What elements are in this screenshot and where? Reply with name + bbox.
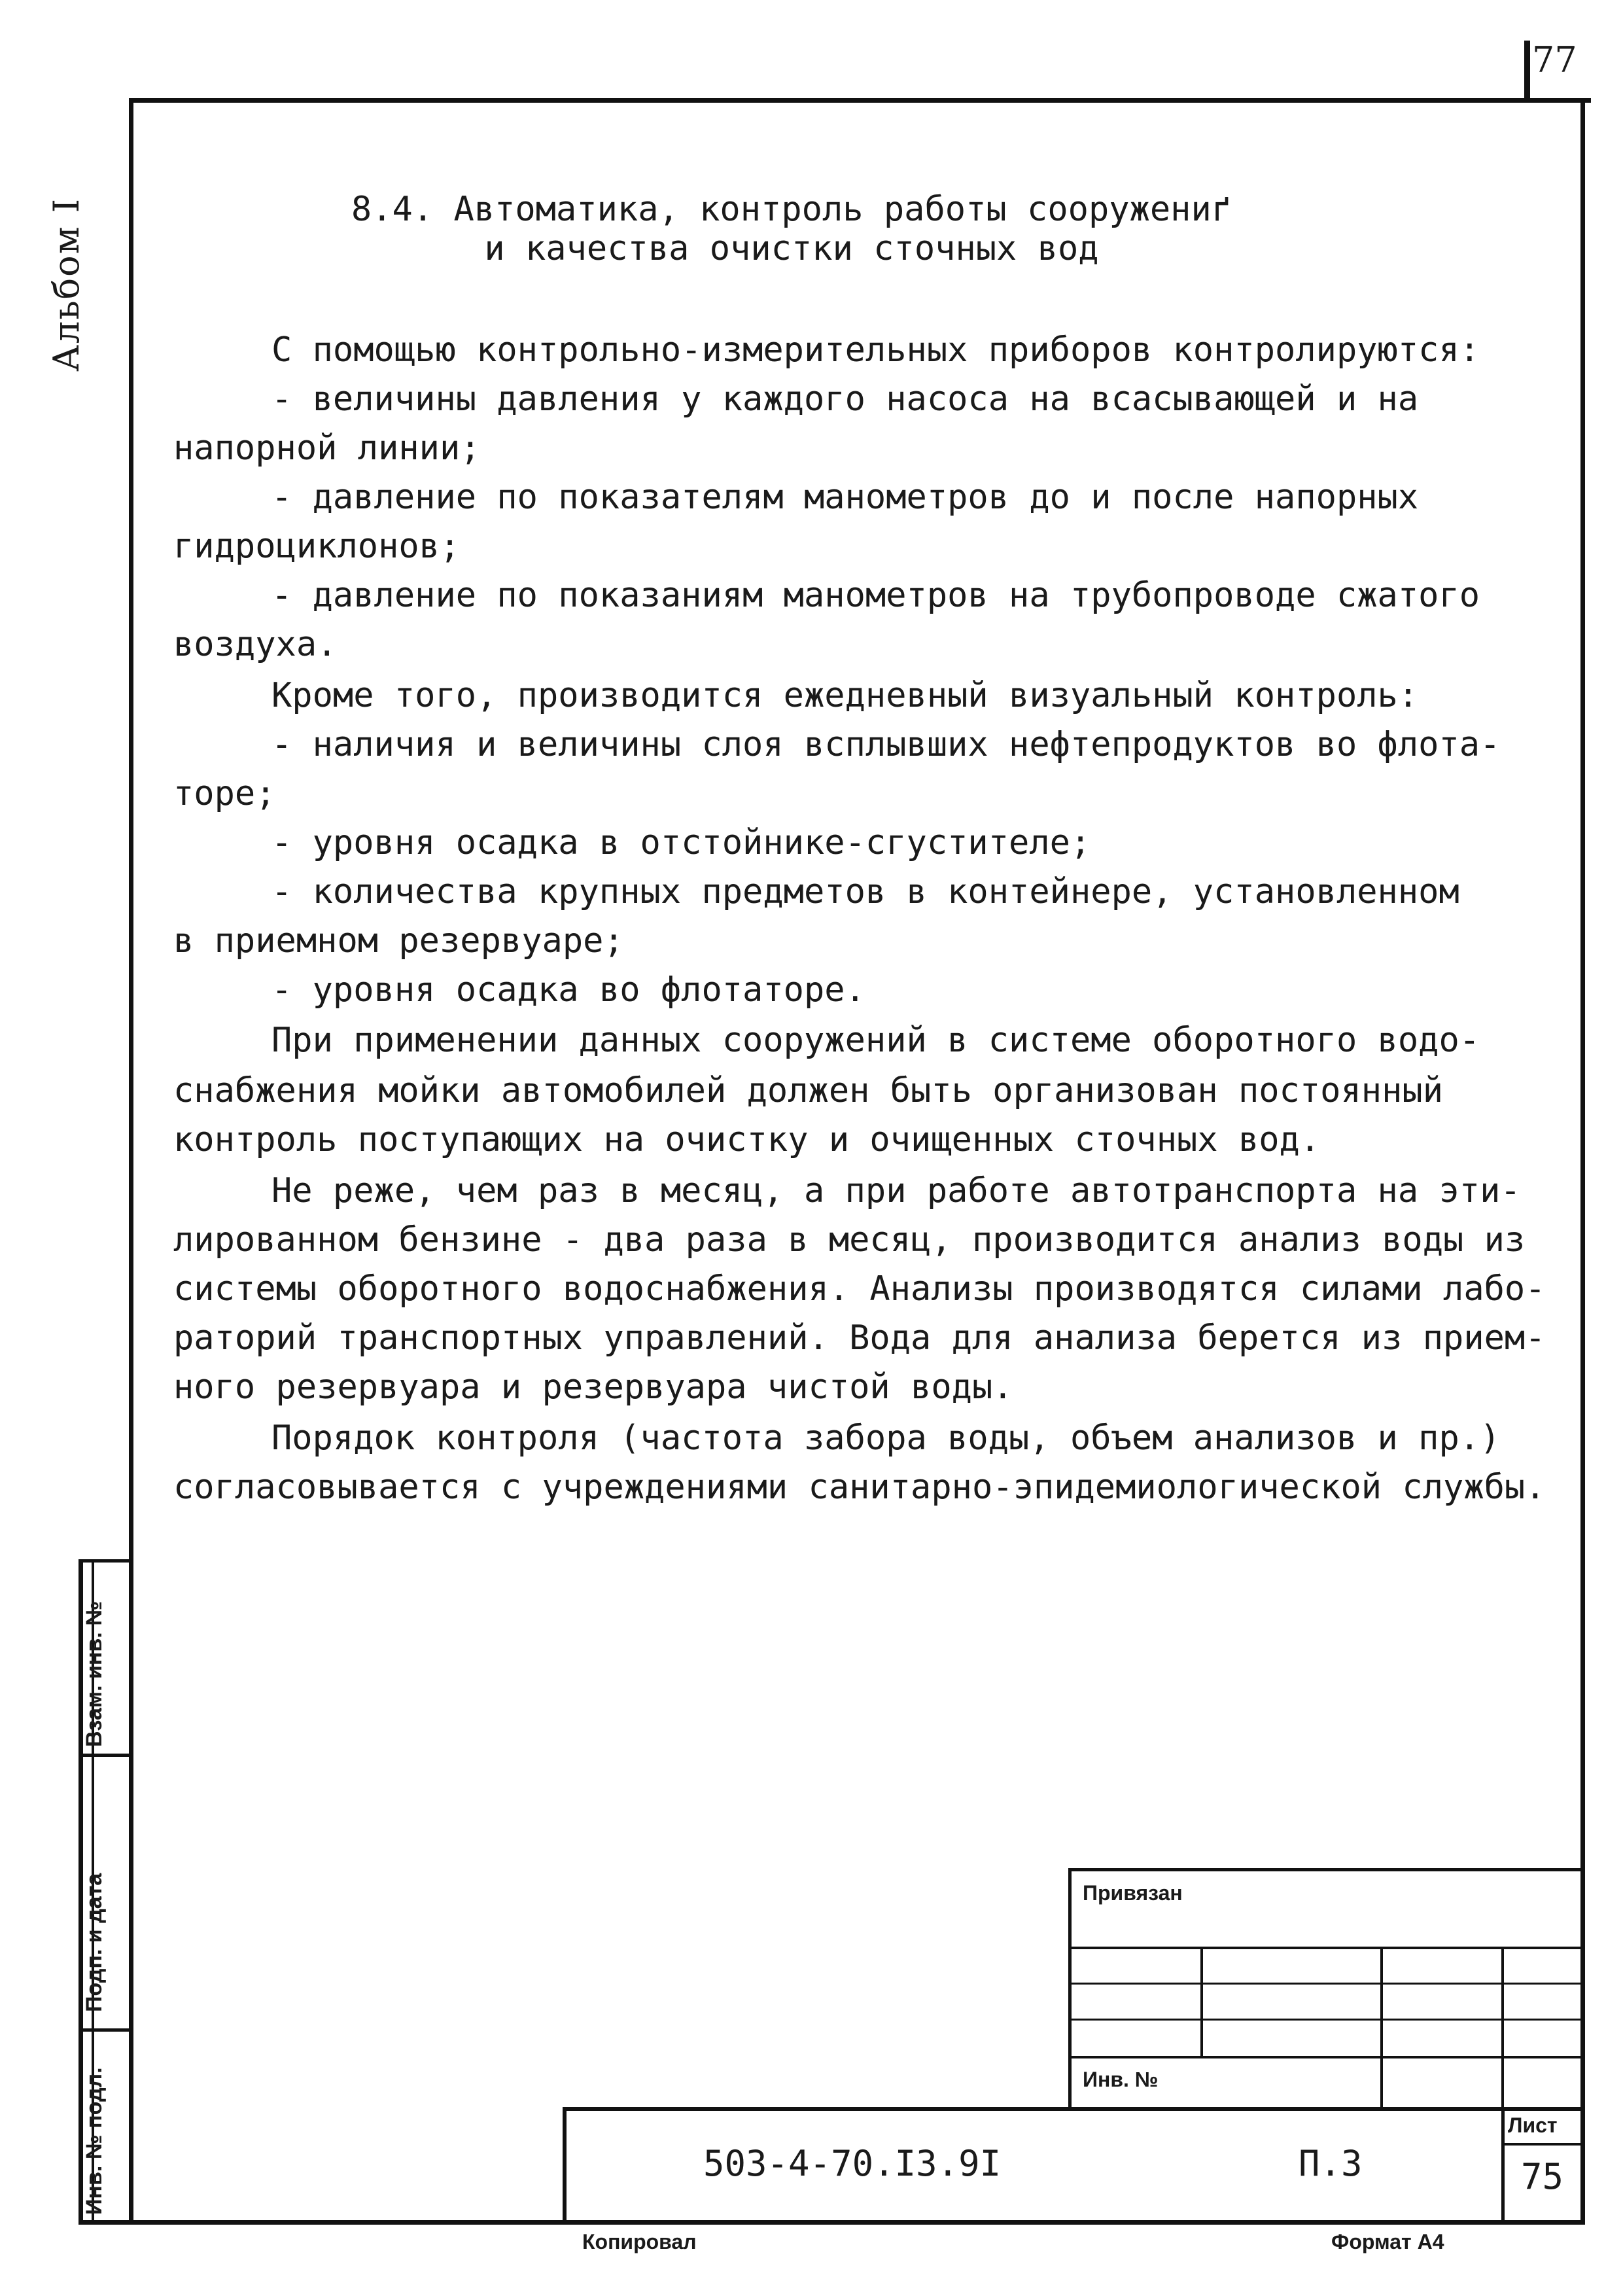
stamp-podp-data: Подп. и дата (82, 1873, 107, 2012)
tb-outer-left (1068, 1868, 1072, 2110)
body-line: - величины давления у каждого насоса на всасывающей и на (271, 380, 1419, 419)
tb-row-line (1068, 1983, 1585, 1985)
tb-main-top (563, 2107, 1585, 2111)
body-line: Не реже, чем раз в месяц, а при работе автотранспорта на эти- (271, 1171, 1521, 1210)
document-code: 503-4-70.I3.9I (703, 2143, 1002, 2184)
body-line: ного резервуара и резервуара чистой воды. (173, 1368, 1013, 1407)
page-number-bar (1524, 41, 1530, 103)
sheet-number: 75 (1521, 2156, 1564, 2197)
body-line: напорной линии; (173, 429, 481, 468)
heading-line-1: 8.4. Автоматика, контроль работы сооружениґ (351, 190, 1232, 229)
frame-top (129, 98, 1591, 103)
format-label: Формат А4 (1331, 2230, 1444, 2253)
tb-col-line (1200, 1947, 1203, 2056)
stamp-inv-podl: Инв. № подл. (82, 2067, 107, 2215)
body-line: - давление по показателям манометров до и после напорных (271, 478, 1419, 517)
tb-main-left (563, 2107, 567, 2225)
body-line: раторий транспортных управлений. Вода для анализа берется из прием- (173, 1318, 1546, 1358)
body-line: - уровня осадка в отстойнике-сгустителе; (271, 823, 1091, 862)
stamp-vzam-inv: Взам. инв. № (82, 1600, 107, 1747)
tb-sheet-divider (1501, 2143, 1585, 2146)
section-code: П.3 (1299, 2143, 1363, 2184)
body-line: системы оборотного водоснабжения. Анализы производятся силами лабо- (173, 1269, 1546, 1309)
body-line: торе; (173, 774, 276, 813)
tb-col-line (1501, 1947, 1504, 2110)
body-line: согласовывается с учреждениями санитарно-эпидемиологической службы. (173, 1468, 1546, 1507)
heading-line-2: и качества очистки сточных вод (484, 229, 1099, 268)
body-line: контроль поступающих на очистку и очищенных сточных вод. (173, 1120, 1321, 1159)
body-line: - количества крупных предметов в контейнере, установленном (271, 872, 1459, 911)
body-line: Кроме того, производится ежедневный визуальный контроль: (271, 676, 1419, 715)
kopiroval-label: Копировал (582, 2230, 697, 2253)
frame-left (129, 98, 133, 2225)
body-line: воздуха. (173, 625, 338, 664)
body-line: гидроциклонов; (173, 527, 461, 566)
body-line: - наличия и величины слоя всплывших нефтепродуктов во флота- (271, 725, 1501, 764)
page-number: 77 (1532, 39, 1577, 80)
album-label: Альбом I (46, 197, 87, 372)
tb-row-line (1068, 1947, 1585, 1949)
inv-no-label: Инв. № (1083, 2068, 1159, 2091)
body-line: С помощью контрольно-измерительных приборов контролируются: (271, 330, 1480, 370)
tb-row-line (1068, 2056, 1585, 2058)
side-stamp-divider (79, 2028, 133, 2032)
frame-bottom (79, 2220, 1585, 2225)
body-line: - уровня осадка во флотаторе. (271, 970, 865, 1010)
tb-sheet-left (1501, 2107, 1505, 2225)
body-line: в приемном резервуаре; (173, 921, 624, 961)
section-heading (137, 190, 1446, 268)
body-line: - давление по показаниям манометров на трубопроводе сжатого (271, 576, 1480, 615)
body-line: лированном бензине - два раза в месяц, производится анализ воды из (173, 1220, 1526, 1260)
side-stamp-divider (79, 1754, 133, 1757)
body-line: Порядок контроля (частота забора воды, объем анализов и пр.) (271, 1419, 1501, 1458)
tb-row-line (1068, 2019, 1585, 2021)
sheet-label: Лист (1508, 2113, 1558, 2137)
body-line: При применении данных сооружений в системе оборотного водо- (271, 1021, 1480, 1060)
body-line: снабжения мойки автомобилей должен быть организован постоянный (173, 1071, 1444, 1110)
tb-outer-top (1068, 1868, 1585, 1871)
side-stamp-top (79, 1559, 133, 1563)
frame-right (1580, 98, 1585, 2225)
privyazan-label: Привязан (1083, 1881, 1183, 1905)
tb-col-line (1380, 1947, 1383, 2110)
